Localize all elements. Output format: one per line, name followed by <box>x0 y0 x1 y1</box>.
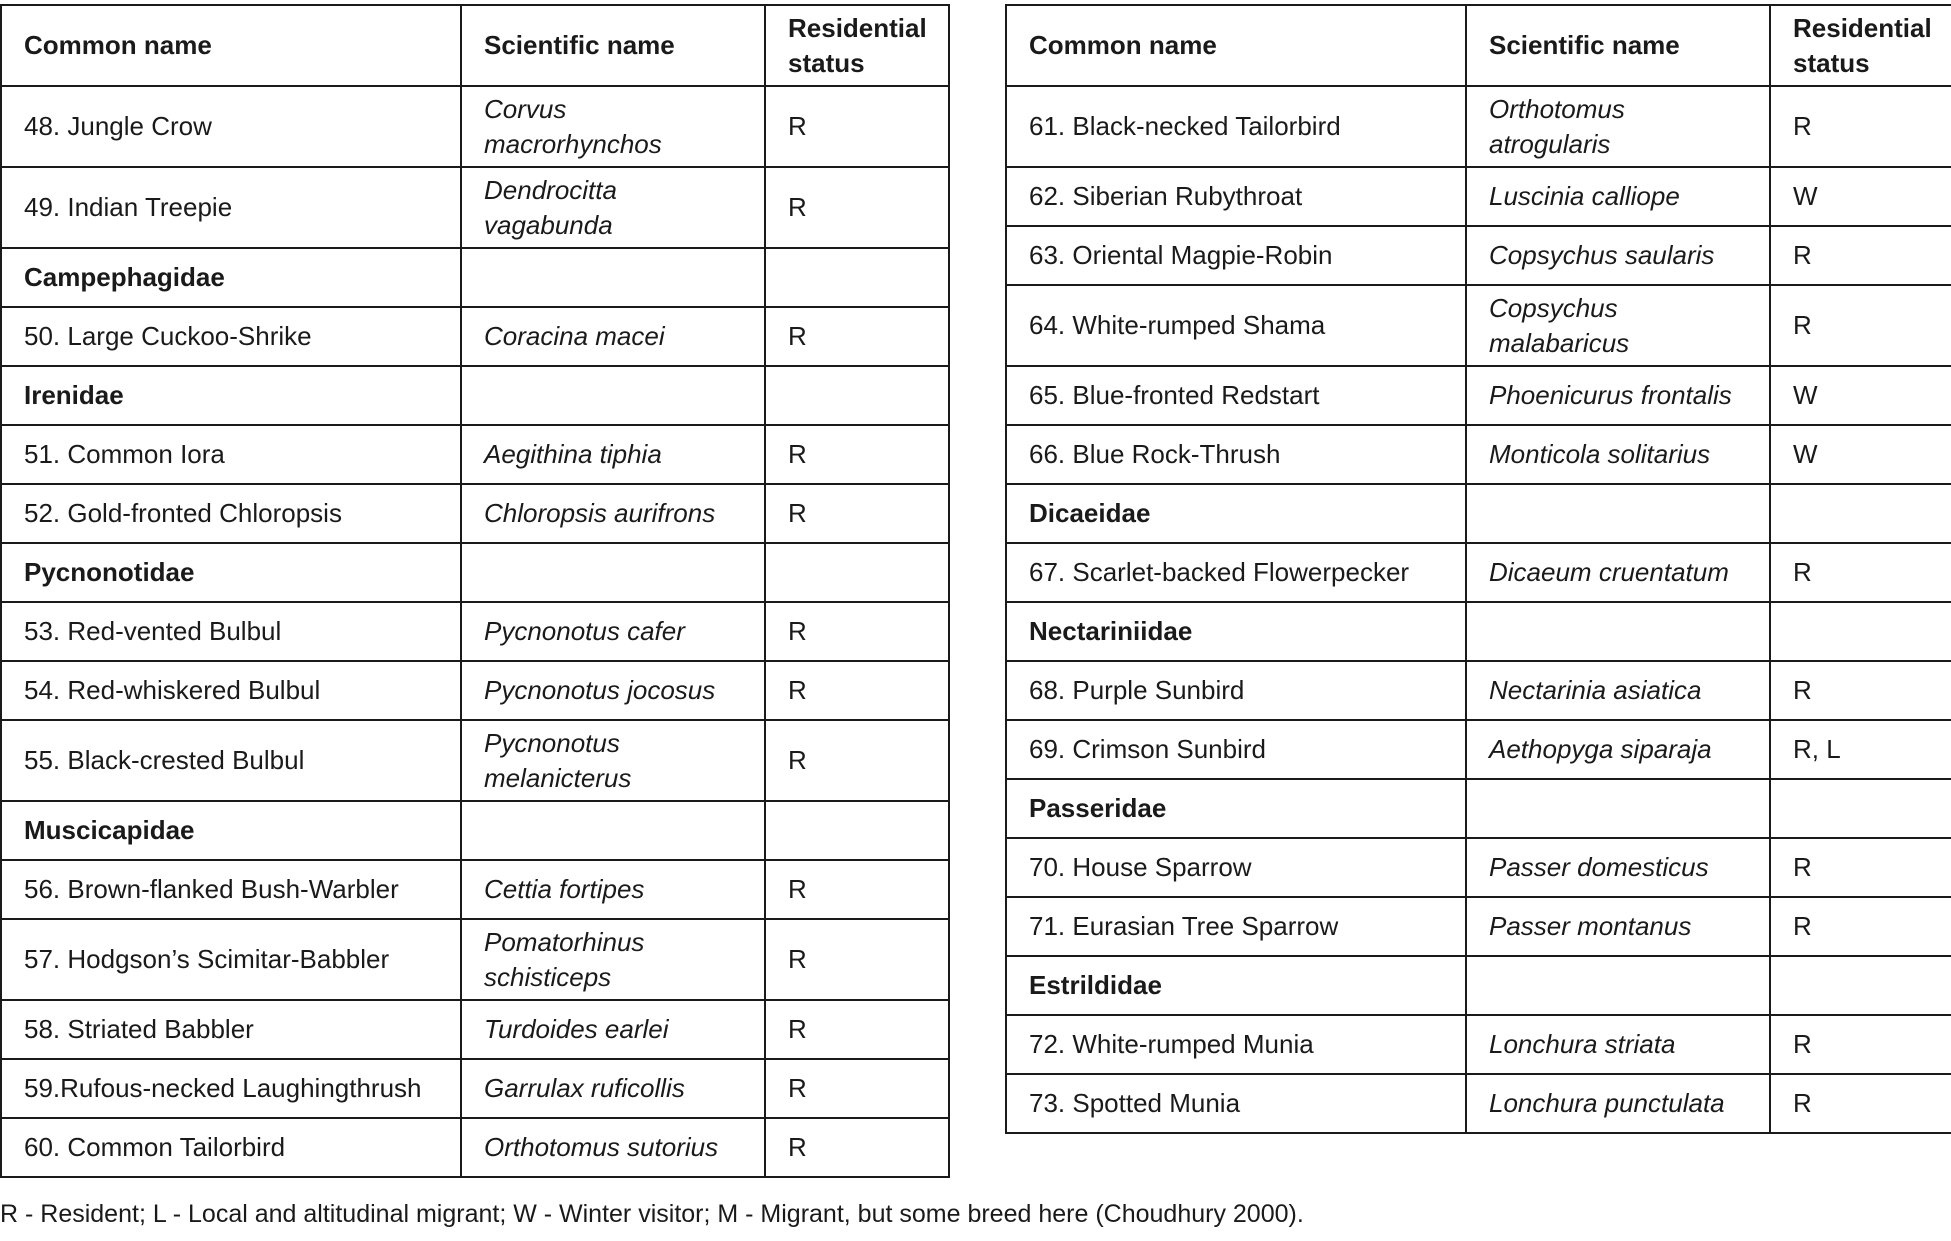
common-name-cell: 70. House Sparrow <box>1006 838 1466 897</box>
table-row <box>1006 661 1951 720</box>
common-name-cell: 56. Brown-flanked Bush-Warbler <box>1 860 461 919</box>
status-cell: R <box>1770 1015 1951 1074</box>
common-name-cell: 73. Spotted Munia <box>1006 1074 1466 1133</box>
empty-cell <box>461 248 765 307</box>
status-cell: R <box>1770 661 1951 720</box>
table-row <box>1 307 949 366</box>
common-name-cell: 54. Red-whiskered Bulbul <box>1 661 461 720</box>
common-name-cell: 67. Scarlet-backed Flowerpecker <box>1006 543 1466 602</box>
scientific-name-cell: Coracina macei <box>461 307 765 366</box>
family-row <box>1 543 949 602</box>
col-header-common-name: Common name <box>1 5 461 86</box>
status-cell: R <box>1770 226 1951 285</box>
empty-cell <box>461 801 765 860</box>
table-row <box>1006 425 1951 484</box>
status-cell: R <box>765 661 949 720</box>
col-header-residential-status: Residential status <box>765 5 949 86</box>
common-name-cell: 57. Hodgson’s Scimitar-Babbler <box>1 919 461 1000</box>
table-row <box>1 425 949 484</box>
table-row <box>1006 86 1951 167</box>
family-row <box>1006 779 1951 838</box>
scientific-name-cell: Corvus macrorhynchos <box>461 86 765 167</box>
scientific-name-cell: Pycnonotus jocosus <box>461 661 765 720</box>
table-row <box>1 1118 949 1177</box>
table-row <box>1 167 949 248</box>
common-name-cell: 64. White-rumped Shama <box>1006 285 1466 366</box>
status-cell: R <box>765 1118 949 1177</box>
common-name-cell: 52. Gold-fronted Chloropsis <box>1 484 461 543</box>
family-row <box>1006 602 1951 661</box>
common-name-cell: 58. Striated Babbler <box>1 1000 461 1059</box>
scientific-name-cell: Lonchura punctulata <box>1466 1074 1770 1133</box>
empty-cell <box>1466 956 1770 1015</box>
scientific-name-cell: Passer montanus <box>1466 897 1770 956</box>
common-name-cell: 65. Blue-fronted Redstart <box>1006 366 1466 425</box>
status-cell: W <box>1770 366 1951 425</box>
scientific-name-cell: Cettia fortipes <box>461 860 765 919</box>
scientific-name-cell: Aegithina tiphia <box>461 425 765 484</box>
common-name-cell: 59.Rufous-necked Laughingthrush <box>1 1059 461 1118</box>
family-name-cell: Dicaeidae <box>1006 484 1466 543</box>
scientific-name-cell: Copsychus saularis <box>1466 226 1770 285</box>
table-row <box>1006 167 1951 226</box>
common-name-cell: 60. Common Tailorbird <box>1 1118 461 1177</box>
scientific-name-cell: Orthotomus sutorius <box>461 1118 765 1177</box>
table-row <box>1006 1015 1951 1074</box>
family-name-cell: Passeridae <box>1006 779 1466 838</box>
status-cell: R <box>765 1000 949 1059</box>
scientific-name-cell: Nectarinia asiatica <box>1466 661 1770 720</box>
scientific-name-cell: Pycnonotus melanicterus <box>461 720 765 801</box>
empty-cell <box>765 801 949 860</box>
empty-cell <box>765 366 949 425</box>
common-name-cell: 48. Jungle Crow <box>1 86 461 167</box>
table-footnote: R - Resident; L - Local and altitudinal migrant; W - Winter visitor; M - Migrant, but some breed here (Choudhury 2000). <box>0 1200 1304 1228</box>
status-cell: R <box>765 860 949 919</box>
common-name-cell: 50. Large Cuckoo-Shrike <box>1 307 461 366</box>
family-name-cell: Pycnonotidae <box>1 543 461 602</box>
table-row <box>1 86 949 167</box>
status-cell: R <box>765 425 949 484</box>
family-row <box>1 366 949 425</box>
status-cell: R <box>1770 838 1951 897</box>
empty-cell <box>1466 779 1770 838</box>
scientific-name-cell: Chloropsis aurifrons <box>461 484 765 543</box>
scientific-name-cell: Copsychus malabaricus <box>1466 285 1770 366</box>
scientific-name-cell: Luscinia calliope <box>1466 167 1770 226</box>
family-row <box>1 248 949 307</box>
empty-cell <box>1466 484 1770 543</box>
col-header-scientific-name: Scientific name <box>461 5 765 86</box>
table-header-row <box>1 5 949 86</box>
status-cell: R <box>765 919 949 1000</box>
scientific-name-cell: Dicaeum cruentatum <box>1466 543 1770 602</box>
table-row <box>1 720 949 801</box>
status-cell: R <box>1770 86 1951 167</box>
common-name-cell: 51. Common Iora <box>1 425 461 484</box>
common-name-cell: 55. Black-crested Bulbul <box>1 720 461 801</box>
table-row <box>1006 720 1951 779</box>
status-cell: R <box>1770 543 1951 602</box>
status-cell: R <box>765 720 949 801</box>
status-cell: W <box>1770 425 1951 484</box>
status-cell: R <box>1770 285 1951 366</box>
scientific-name-cell: Aethopyga siparaja <box>1466 720 1770 779</box>
common-name-cell: 72. White-rumped Munia <box>1006 1015 1466 1074</box>
status-cell: R <box>765 1059 949 1118</box>
status-cell: R, L <box>1770 720 1951 779</box>
family-name-cell: Nectariniidae <box>1006 602 1466 661</box>
table-row <box>1006 1074 1951 1133</box>
scientific-name-cell: Monticola solitarius <box>1466 425 1770 484</box>
family-name-cell: Irenidae <box>1 366 461 425</box>
family-row <box>1 801 949 860</box>
status-cell: R <box>765 167 949 248</box>
status-cell: W <box>1770 167 1951 226</box>
table-row <box>1 484 949 543</box>
status-cell: R <box>765 86 949 167</box>
empty-cell <box>461 543 765 602</box>
empty-cell <box>1770 956 1951 1015</box>
common-name-cell: 68. Purple Sunbird <box>1006 661 1466 720</box>
common-name-cell: 53. Red-vented Bulbul <box>1 602 461 661</box>
family-row <box>1006 956 1951 1015</box>
table-row <box>1006 838 1951 897</box>
empty-cell <box>1466 602 1770 661</box>
table-row <box>1006 897 1951 956</box>
scientific-name-cell: Turdoides earlei <box>461 1000 765 1059</box>
table-row <box>1 919 949 1000</box>
empty-cell <box>461 366 765 425</box>
scientific-name-cell: Orthotomus atrogularis <box>1466 86 1770 167</box>
common-name-cell: 49. Indian Treepie <box>1 167 461 248</box>
bird-table-left <box>0 4 950 1178</box>
empty-cell <box>765 543 949 602</box>
bird-table-right <box>1005 4 1951 1134</box>
family-row <box>1006 484 1951 543</box>
scientific-name-cell: Pomatorhinus schisticeps <box>461 919 765 1000</box>
col-header-scientific-name: Scientific name <box>1466 5 1770 86</box>
status-cell: R <box>1770 1074 1951 1133</box>
scientific-name-cell: Garrulax ruficollis <box>461 1059 765 1118</box>
common-name-cell: 63. Oriental Magpie-Robin <box>1006 226 1466 285</box>
col-header-residential-status: Residential status <box>1770 5 1951 86</box>
scientific-name-cell: Lonchura striata <box>1466 1015 1770 1074</box>
status-cell: R <box>765 602 949 661</box>
empty-cell <box>765 248 949 307</box>
table-row <box>1006 543 1951 602</box>
status-cell: R <box>1770 897 1951 956</box>
table-row <box>1 860 949 919</box>
status-cell: R <box>765 307 949 366</box>
common-name-cell: 71. Eurasian Tree Sparrow <box>1006 897 1466 956</box>
table-header-row <box>1006 5 1951 86</box>
col-header-common-name: Common name <box>1006 5 1466 86</box>
status-cell: R <box>765 484 949 543</box>
common-name-cell: 62. Siberian Rubythroat <box>1006 167 1466 226</box>
table-row <box>1 1000 949 1059</box>
common-name-cell: 69. Crimson Sunbird <box>1006 720 1466 779</box>
table-row <box>1006 366 1951 425</box>
scientific-name-cell: Dendrocitta vagabunda <box>461 167 765 248</box>
table-row <box>1 602 949 661</box>
scientific-name-cell: Passer domesticus <box>1466 838 1770 897</box>
family-name-cell: Muscicapidae <box>1 801 461 860</box>
family-name-cell: Campephagidae <box>1 248 461 307</box>
scientific-name-cell: Phoenicurus frontalis <box>1466 366 1770 425</box>
table-row <box>1006 226 1951 285</box>
common-name-cell: 61. Black-necked Tailorbird <box>1006 86 1466 167</box>
table-row <box>1 1059 949 1118</box>
table-row <box>1006 285 1951 366</box>
empty-cell <box>1770 779 1951 838</box>
empty-cell <box>1770 602 1951 661</box>
common-name-cell: 66. Blue Rock-Thrush <box>1006 425 1466 484</box>
table-row <box>1 661 949 720</box>
family-name-cell: Estrildidae <box>1006 956 1466 1015</box>
scientific-name-cell: Pycnonotus cafer <box>461 602 765 661</box>
empty-cell <box>1770 484 1951 543</box>
